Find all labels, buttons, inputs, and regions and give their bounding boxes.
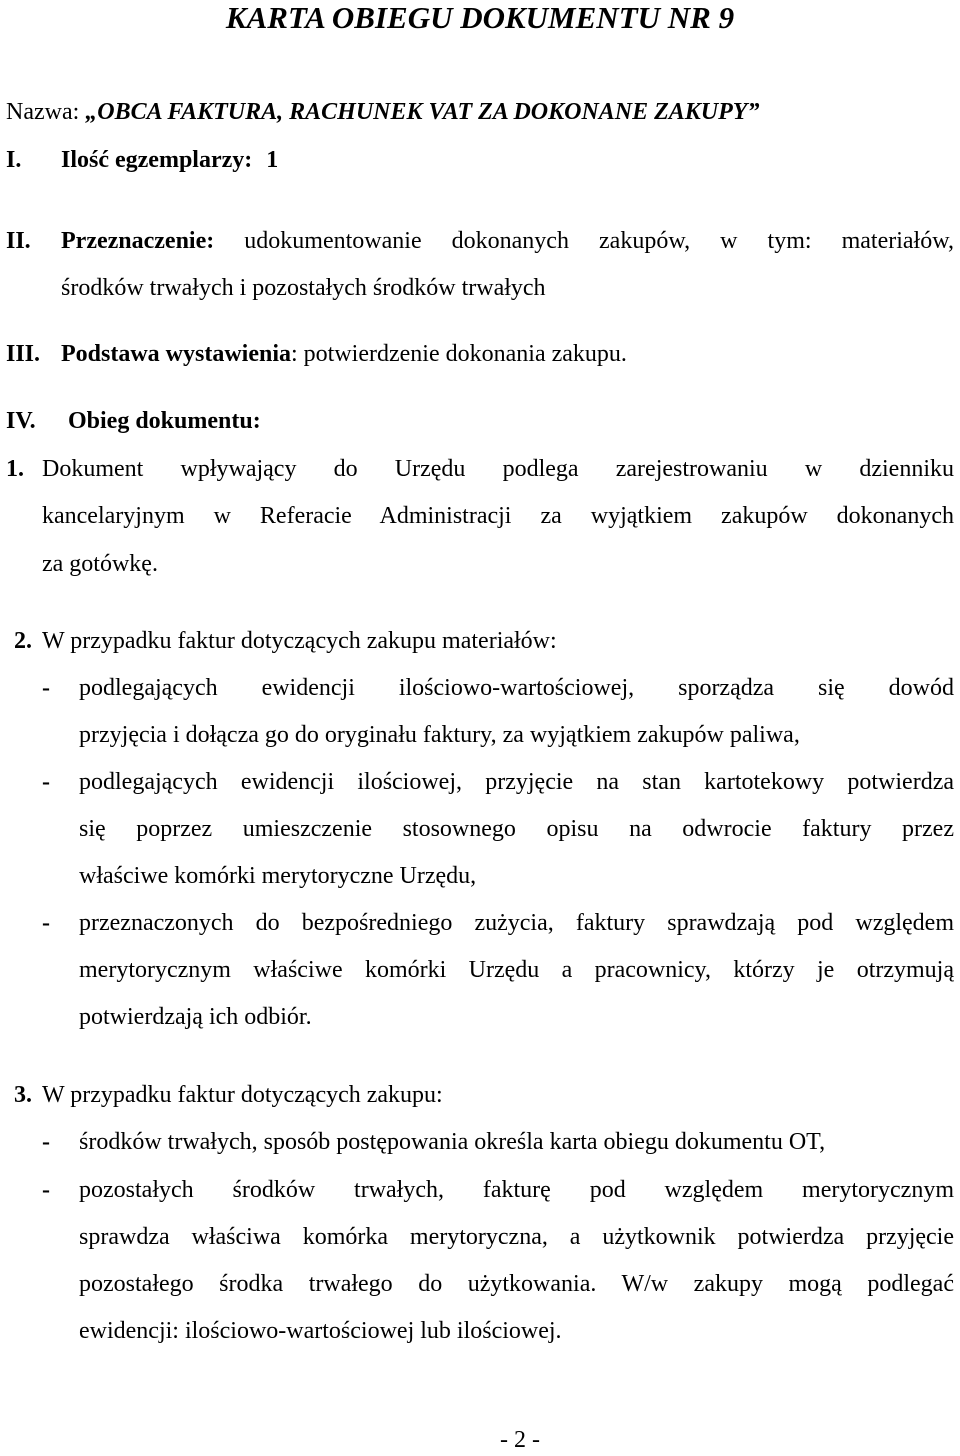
item2-bullet2-dash: - [42, 769, 50, 795]
section-iv-label: Obieg dokumentu: [68, 408, 261, 434]
item3-bullet2-line4: ewidencji: ilościowo-wartościowej lub ilościowej. [79, 1318, 562, 1344]
item2-bullet1-line1: podlegających ewidencji ilościowo-wartościowej, sporządza się dowód [79, 675, 954, 701]
section-i-value: 1 [266, 147, 279, 173]
document-title: KARTA OBIEGU DOKUMENTU NR 9 [225, 0, 735, 35]
item2-bullet2-line2: się poprzez umieszczenie stosownego opisu na odwrocie faktury przez [79, 816, 954, 842]
section-i-number: I. [6, 147, 22, 173]
section-iv-number: IV. [6, 408, 36, 434]
section-iii-row [61, 338, 627, 370]
item2-bullet2-line3: właściwe komórki merytoryczne Urzędu, [79, 863, 477, 889]
item3-number: 3. [14, 1082, 32, 1108]
section-iii-text: : potwierdzenie dokonania zakupu. [291, 341, 627, 367]
section-ii-number: II. [6, 228, 31, 254]
section-i-label: Ilość egzemplarzy: [61, 147, 253, 173]
section-iii-number: III. [6, 341, 41, 367]
item3-intro: W przypadku faktur dotyczących zakupu: [42, 1082, 443, 1108]
section-i-row [61, 144, 278, 176]
item3-bullet2-line1: pozostałych środków trwałych, fakturę pod względem merytorycznym [79, 1177, 954, 1203]
item1-line1: Dokument wpływający do Urzędu podlega zarejestrowaniu w dzienniku [42, 456, 954, 482]
item2-bullet1-dash: - [42, 675, 50, 701]
name-label: Nazwa: [6, 99, 80, 125]
item3-bullet2-line3: pozostałego środka trwałego do użytkowania. W/w zakupy mogą podlegać [79, 1271, 954, 1297]
item3-bullet2-dash: - [42, 1177, 50, 1203]
section-ii-label: Przeznaczenie: [61, 228, 215, 254]
section-ii-line2: środków trwałych i pozostałych środków trwałych [61, 275, 546, 301]
item3-bullet1-dash: - [42, 1129, 50, 1155]
item2-bullet3-line1: przeznaczonych do bezpośredniego zużycia, faktury sprawdzają pod względem [79, 910, 954, 936]
item2-intro: W przypadku faktur dotyczących zakupu materiałów: [42, 628, 557, 654]
item1-line3: za gotówkę. [42, 551, 158, 577]
section-ii-text1: udokumentowanie dokonanych zakupów, w tym: materiałów, [244, 228, 954, 254]
item2-bullet2-line1: podlegających ewidencji ilościowej, przyjęcie na stan kartotekowy potwierdza [79, 769, 954, 795]
item3-bullet2-line2: sprawdza właściwa komórka merytoryczna, a użytkownik potwierdza przyjęcie [79, 1224, 954, 1250]
item3-bullet1-line1: środków trwałych, sposób postępowania określa karta obiegu dokumentu OT, [79, 1129, 826, 1155]
item2-bullet3-line3: potwierdzają ich odbiór. [79, 1004, 312, 1030]
item2-bullet1-line2: przyjęcia i dołącza go do oryginału faktury, za wyjątkiem zakupów paliwa, [79, 722, 800, 748]
item1-number: 1. [6, 456, 24, 482]
section-iii-label: Podstawa wystawienia [61, 341, 292, 367]
item2-number: 2. [14, 628, 32, 654]
item1-line2: kancelaryjnym w Referacie Administracji za wyjątkiem zakupów dokonanych [42, 503, 954, 529]
name-value: „OBCA FAKTURA, RACHUNEK VAT ZA DOKONANE ZAKUPY” [85, 99, 760, 125]
document-name-row [6, 96, 759, 128]
section-ii-line1 [61, 225, 954, 257]
page-number: - 2 - [500, 1427, 540, 1453]
item2-bullet3-dash: - [42, 910, 50, 936]
item2-bullet3-line2: merytorycznym właściwe komórki Urzędu a pracownicy, którzy je otrzymują [79, 957, 954, 983]
